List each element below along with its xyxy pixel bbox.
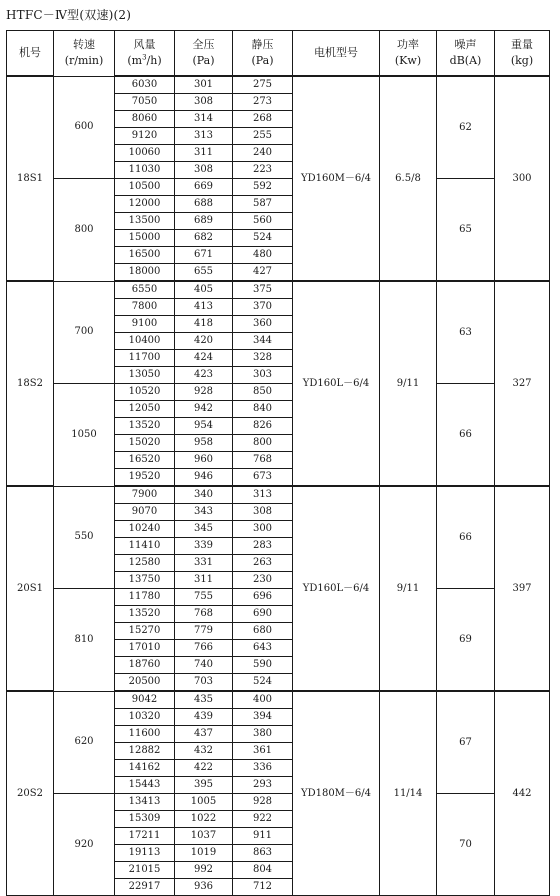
power-cell: 11/14 <box>380 691 437 896</box>
flow-cell: 11700 <box>115 350 175 367</box>
static-pressure-cell: 230 <box>233 572 293 589</box>
total-pressure-cell: 992 <box>175 862 233 879</box>
total-pressure-cell: 340 <box>175 486 233 504</box>
total-pressure-cell: 1005 <box>175 794 233 811</box>
flow-cell: 15309 <box>115 811 175 828</box>
col-static-pressure: 静压 (Pa) <box>233 31 293 77</box>
noise-cell: 66 <box>437 486 495 589</box>
static-pressure-cell: 268 <box>233 111 293 128</box>
noise-cell: 66 <box>437 384 495 487</box>
static-pressure-cell: 712 <box>233 879 293 896</box>
flow-cell: 6550 <box>115 281 175 299</box>
flow-cell: 13500 <box>115 213 175 230</box>
weight-cell: 327 <box>495 281 550 486</box>
col-model: 机号 <box>7 31 54 77</box>
flow-cell: 12580 <box>115 555 175 572</box>
static-pressure-cell: 840 <box>233 401 293 418</box>
col-flow: 风量 $(m^3/h)$ <box>115 31 175 77</box>
total-pressure-cell: 936 <box>175 879 233 896</box>
page-title: HTFC－Ⅳ型(双速)(2) <box>6 8 132 22</box>
static-pressure-cell: 300 <box>233 521 293 538</box>
total-pressure-cell: 423 <box>175 367 233 384</box>
noise-cell: 70 <box>437 794 495 896</box>
static-pressure-cell: 328 <box>233 350 293 367</box>
flow-cell: 11410 <box>115 538 175 555</box>
static-pressure-cell: 696 <box>233 589 293 606</box>
total-pressure-cell: 671 <box>175 247 233 264</box>
flow-cell: 13750 <box>115 572 175 589</box>
total-pressure-cell: 331 <box>175 555 233 572</box>
static-pressure-cell: 826 <box>233 418 293 435</box>
flow-cell: 9042 <box>115 691 175 709</box>
static-pressure-cell: 283 <box>233 538 293 555</box>
speed-cell: 810 <box>54 589 115 692</box>
total-pressure-cell: 339 <box>175 538 233 555</box>
total-pressure-cell: 345 <box>175 521 233 538</box>
table-row <box>7 589 550 606</box>
static-pressure-cell: 768 <box>233 452 293 469</box>
noise-cell: 67 <box>437 691 495 794</box>
total-pressure-cell: 703 <box>175 674 233 692</box>
col-power: 功率 (Kw) <box>380 31 437 77</box>
motor-cell: YD160L－6/4 <box>293 281 380 486</box>
col-weight: 重量 (kg) <box>495 31 550 77</box>
flow-cell: 22917 <box>115 879 175 896</box>
total-pressure-cell: 435 <box>175 691 233 709</box>
flow-cell: 15443 <box>115 777 175 794</box>
flow-cell: 10500 <box>115 179 175 196</box>
total-pressure-cell: 395 <box>175 777 233 794</box>
total-pressure-cell: 655 <box>175 264 233 282</box>
noise-cell: 62 <box>437 76 495 179</box>
static-pressure-cell: 361 <box>233 743 293 760</box>
col-noise: 噪声 dB(A) <box>437 31 495 77</box>
static-pressure-cell: 524 <box>233 674 293 692</box>
static-pressure-cell: 680 <box>233 623 293 640</box>
flow-cell: 12000 <box>115 196 175 213</box>
total-pressure-cell: 928 <box>175 384 233 401</box>
total-pressure-cell: 314 <box>175 111 233 128</box>
flow-cell: 13413 <box>115 794 175 811</box>
weight-cell: 397 <box>495 486 550 691</box>
motor-cell: YD160M－6/4 <box>293 76 380 281</box>
model-cell: 18S1 <box>7 76 54 281</box>
static-pressure-cell: 380 <box>233 726 293 743</box>
speed-cell: 700 <box>54 281 115 384</box>
total-pressure-cell: 424 <box>175 350 233 367</box>
spec-table <box>6 30 550 896</box>
static-pressure-cell: 928 <box>233 794 293 811</box>
total-pressure-cell: 313 <box>175 128 233 145</box>
static-pressure-cell: 336 <box>233 760 293 777</box>
total-pressure-cell: 954 <box>175 418 233 435</box>
speed-cell: 600 <box>54 76 115 179</box>
total-pressure-cell: 740 <box>175 657 233 674</box>
flow-cell: 18000 <box>115 264 175 282</box>
table-row <box>7 76 550 94</box>
flow-cell: 10240 <box>115 521 175 538</box>
total-pressure-cell: 308 <box>175 94 233 111</box>
total-pressure-cell: 755 <box>175 589 233 606</box>
static-pressure-cell: 690 <box>233 606 293 623</box>
motor-cell: YD180M－6/4 <box>293 691 380 896</box>
col-speed: 转速 (r/min) <box>54 31 115 77</box>
total-pressure-cell: 958 <box>175 435 233 452</box>
static-pressure-cell: 560 <box>233 213 293 230</box>
total-pressure-cell: 779 <box>175 623 233 640</box>
flow-cell: 10060 <box>115 145 175 162</box>
static-pressure-cell: 394 <box>233 709 293 726</box>
table-row <box>7 794 550 811</box>
flow-cell: 12050 <box>115 401 175 418</box>
flow-cell: 6030 <box>115 76 175 94</box>
total-pressure-cell: 682 <box>175 230 233 247</box>
total-pressure-cell: 1019 <box>175 845 233 862</box>
flow-cell: 10400 <box>115 333 175 350</box>
table-header <box>7 31 550 77</box>
total-pressure-cell: 766 <box>175 640 233 657</box>
flow-cell: 13520 <box>115 418 175 435</box>
flow-cell: 16500 <box>115 247 175 264</box>
flow-cell: 10320 <box>115 709 175 726</box>
motor-cell: YD160L－6/4 <box>293 486 380 691</box>
static-pressure-cell: 590 <box>233 657 293 674</box>
noise-cell: 63 <box>437 281 495 384</box>
static-pressure-cell: 375 <box>233 281 293 299</box>
total-pressure-cell: 1037 <box>175 828 233 845</box>
noise-cell: 69 <box>437 589 495 692</box>
flow-cell: 11600 <box>115 726 175 743</box>
static-pressure-cell: 643 <box>233 640 293 657</box>
weight-cell: 442 <box>495 691 550 896</box>
static-pressure-cell: 673 <box>233 469 293 487</box>
total-pressure-cell: 405 <box>175 281 233 299</box>
flow-cell: 20500 <box>115 674 175 692</box>
flow-cell: 18760 <box>115 657 175 674</box>
static-pressure-cell: 524 <box>233 230 293 247</box>
flow-cell: 8060 <box>115 111 175 128</box>
total-pressure-cell: 689 <box>175 213 233 230</box>
flow-cell: 17211 <box>115 828 175 845</box>
flow-cell: 15270 <box>115 623 175 640</box>
table-row <box>7 384 550 401</box>
power-cell: 9/11 <box>380 486 437 691</box>
table-row <box>7 691 550 709</box>
static-pressure-cell: 370 <box>233 299 293 316</box>
static-pressure-cell: 922 <box>233 811 293 828</box>
total-pressure-cell: 308 <box>175 162 233 179</box>
table-row <box>7 179 550 196</box>
static-pressure-cell: 275 <box>233 76 293 94</box>
speed-cell: 550 <box>54 486 115 589</box>
static-pressure-cell: 800 <box>233 435 293 452</box>
flow-cell: 21015 <box>115 862 175 879</box>
total-pressure-cell: 439 <box>175 709 233 726</box>
static-pressure-cell: 344 <box>233 333 293 350</box>
static-pressure-cell: 223 <box>233 162 293 179</box>
static-pressure-cell: 273 <box>233 94 293 111</box>
static-pressure-cell: 911 <box>233 828 293 845</box>
static-pressure-cell: 293 <box>233 777 293 794</box>
static-pressure-cell: 587 <box>233 196 293 213</box>
flow-cell: 15020 <box>115 435 175 452</box>
speed-cell: 920 <box>54 794 115 896</box>
flow-cell: 13050 <box>115 367 175 384</box>
total-pressure-cell: 420 <box>175 333 233 350</box>
total-pressure-cell: 669 <box>175 179 233 196</box>
flow-cell: 7050 <box>115 94 175 111</box>
col-total-pressure: 全压 (Pa) <box>175 31 233 77</box>
flow-cell: 16520 <box>115 452 175 469</box>
static-pressure-cell: 240 <box>233 145 293 162</box>
static-pressure-cell: 427 <box>233 264 293 282</box>
total-pressure-cell: 343 <box>175 504 233 521</box>
total-pressure-cell: 1022 <box>175 811 233 828</box>
static-pressure-cell: 863 <box>233 845 293 862</box>
flow-cell: 9120 <box>115 128 175 145</box>
flow-cell: 11030 <box>115 162 175 179</box>
static-pressure-cell: 303 <box>233 367 293 384</box>
total-pressure-cell: 946 <box>175 469 233 487</box>
speed-cell: 800 <box>54 179 115 282</box>
flow-cell: 11780 <box>115 589 175 606</box>
model-cell: 20S2 <box>7 691 54 896</box>
static-pressure-cell: 308 <box>233 504 293 521</box>
static-pressure-cell: 400 <box>233 691 293 709</box>
total-pressure-cell: 437 <box>175 726 233 743</box>
total-pressure-cell: 422 <box>175 760 233 777</box>
model-cell: 18S2 <box>7 281 54 486</box>
model-cell: 20S1 <box>7 486 54 691</box>
static-pressure-cell: 255 <box>233 128 293 145</box>
total-pressure-cell: 418 <box>175 316 233 333</box>
table-row <box>7 281 550 299</box>
total-pressure-cell: 432 <box>175 743 233 760</box>
total-pressure-cell: 311 <box>175 572 233 589</box>
static-pressure-cell: 480 <box>233 247 293 264</box>
static-pressure-cell: 804 <box>233 862 293 879</box>
speed-cell: 1050 <box>54 384 115 487</box>
flow-cell: 7800 <box>115 299 175 316</box>
total-pressure-cell: 413 <box>175 299 233 316</box>
power-cell: 9/11 <box>380 281 437 486</box>
flow-cell: 19520 <box>115 469 175 487</box>
static-pressure-cell: 263 <box>233 555 293 572</box>
noise-cell: 65 <box>437 179 495 282</box>
table-body <box>7 76 550 896</box>
flow-cell: 14162 <box>115 760 175 777</box>
flow-cell: 15000 <box>115 230 175 247</box>
flow-cell: 19113 <box>115 845 175 862</box>
flow-cell: 10520 <box>115 384 175 401</box>
total-pressure-cell: 301 <box>175 76 233 94</box>
speed-cell: 620 <box>54 691 115 794</box>
static-pressure-cell: 313 <box>233 486 293 504</box>
total-pressure-cell: 688 <box>175 196 233 213</box>
total-pressure-cell: 311 <box>175 145 233 162</box>
power-cell: 6.5/8 <box>380 76 437 281</box>
total-pressure-cell: 942 <box>175 401 233 418</box>
col-motor: 电机型号 <box>293 31 380 77</box>
flow-cell: 7900 <box>115 486 175 504</box>
static-pressure-cell: 850 <box>233 384 293 401</box>
flow-cell: 12882 <box>115 743 175 760</box>
weight-cell: 300 <box>495 76 550 281</box>
static-pressure-cell: 360 <box>233 316 293 333</box>
flow-cell: 9070 <box>115 504 175 521</box>
static-pressure-cell: 592 <box>233 179 293 196</box>
flow-cell: 9100 <box>115 316 175 333</box>
total-pressure-cell: 960 <box>175 452 233 469</box>
flow-cell: 13520 <box>115 606 175 623</box>
total-pressure-cell: 768 <box>175 606 233 623</box>
table-row <box>7 486 550 504</box>
flow-cell: 17010 <box>115 640 175 657</box>
